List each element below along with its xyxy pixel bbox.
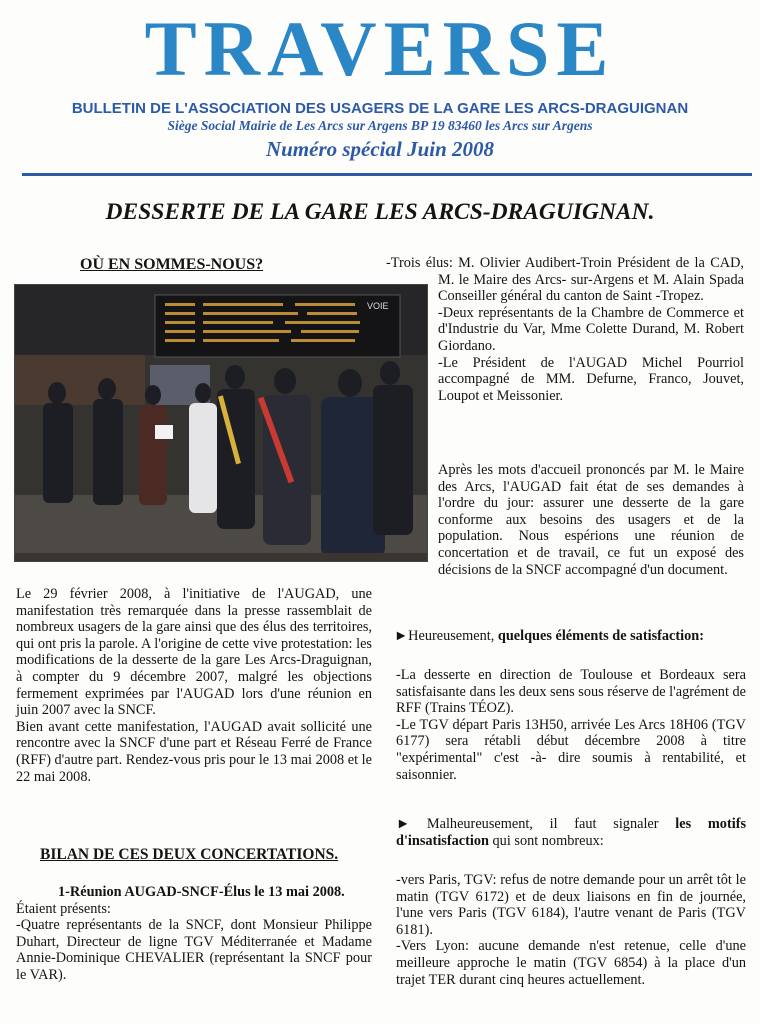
masthead-rule xyxy=(22,173,752,176)
station-photo xyxy=(14,284,428,562)
photo-illustration xyxy=(15,285,427,561)
issue-label: Numéro spécial Juin 2008 xyxy=(265,137,495,161)
dissatisfaction-heading xyxy=(396,816,746,849)
satisfaction-heading xyxy=(394,628,746,645)
satisfaction-list xyxy=(396,667,746,783)
dissatisfaction-title: les motifs d'insatisfaction xyxy=(396,816,747,849)
article-headline: DESSERTE DE LA GARE LES ARCS-DRAGUIGNAN. xyxy=(105,199,655,225)
attendee-sncf: -Quatre représentants de la SNCF, dont Monsieur Philippe Duhart, Directeur de ligne TGV Méditerranée et Madame Annie-Dominique CHEVALIER (représentant la SNCF pour le VAR). xyxy=(16,917,372,983)
attendee-elected: -Trois élus: M. Olivier Audibert-Troin Président de la CAD, M. le Maire des Arcs- sur-Argens et M. Alain Spada Conseiller général du canton de Saint -Tropez. xyxy=(386,255,744,305)
satisfaction-title: quelques éléments de satisfaction: xyxy=(497,628,704,644)
dissatisfaction-item: -Vers Lyon: aucune demande n'est retenue, celle d'une meilleure approche le matin (TGV 6854) à la place d'un trajet TER durant cinq heures actuellement. xyxy=(396,938,746,988)
attendee-cci: -Deux représentants de la Chambre de Commerce et d'Industrie du Var, Mme Colette Durand, M. Robert Giordano. xyxy=(438,304,744,354)
left-column-body xyxy=(16,586,372,785)
paragraph-intro: Le 29 février 2008, à l'initiative de l'AUGAD, une manifestation très remarquée dans la presse rassemblait de nombreux usagers de la gare ainsi que des élus des territoires, qui ont pris la parole. A l'origine de cette vive protestation: les modifications de la desserte de la gare Les Arcs-Draguignan, à compter du 9 décembre 2007, malgré les objections fermement exprimées par l'AUGAD lors d'une réunion en juin 2007 avec la SNCF. xyxy=(16,586,372,719)
dissatisfaction-list xyxy=(396,872,746,988)
section-heading-review: BILAN DE CES DEUX CONCERTATIONS. xyxy=(40,846,339,863)
dissatisfaction-lead: ► Malheureusement, il faut signaler xyxy=(396,816,659,832)
masthead-title: TRAVERSE xyxy=(144,5,616,92)
head-office-address: Siège Social Mairie de Les Arcs sur Argens BP 19 83460 les Arcs sur Argens xyxy=(167,118,593,133)
dissatisfaction-item: -vers Paris, TGV: refus de notre demande pour un arrêt tôt le matin (TGV 6172) et de deux liaisons en fin de journée, l'une vers Paris (TGV 6184), l'autre venant de Paris (TGV 6181). xyxy=(396,872,746,938)
satisfaction-lead: ►Heureusement, xyxy=(394,628,495,644)
satisfaction-item: -Le TGV départ Paris 13H50, arrivée Les Arcs 18H06 (TGV 6177) sera rétabli début décembre 2008 à titre "expérimental" c'est -à- dire soumis à rentabilité, et saisonnier. xyxy=(396,716,746,783)
attendee-augad: -Le Président de l'AUGAD Michel Pourriol accompagné de MM. Defurne, Franco, Jouvet, Loupot et Meissonier. xyxy=(438,354,744,404)
left-column-attendees xyxy=(16,884,372,984)
present-label: Étaient présents: xyxy=(16,900,111,917)
meeting-heading: 1-Réunion AUGAD-SNCF-Élus le 13 mai 2008. xyxy=(58,884,345,900)
right-column-attendees xyxy=(386,255,744,404)
section-heading-status: OÙ EN SOMMES-NOUS? xyxy=(80,256,264,273)
bulletin-subtitle: BULLETIN DE L'ASSOCIATION DES USAGERS DE LA GARE LES ARCS-DRAGUIGNAN xyxy=(71,100,689,117)
dissatisfaction-tail: qui sont nombreux: xyxy=(492,832,604,849)
board-label: VOIE xyxy=(367,301,389,311)
paragraph-meetings: Bien avant cette manifestation, l'AUGAD avait sollicité une rencontre avec la SNCF d'une part et Réseau Ferré de France (RFF) d'autre part. Rendez-vous pris pour le 13 mai 2008 et le 22 mai 2008. xyxy=(16,718,372,785)
paragraph-welcome-text: Après les mots d'accueil prononcés par M. le Maire des Arcs, l'AUGAD fait état de ses demandes à l'ordre du jour: assurer une desserte de la gare conforme aux besoins des usagers et de la population. Nous espérions une réunion de concertation et de travail, ce fut un exposé des décisions de la SNCF accompagné d'un document. xyxy=(438,462,744,578)
satisfaction-item: -La desserte en direction de Toulouse et Bordeaux sera satisfaisante dans les deux sens sous réserve de l'agrément de RFF (Trains TÉOZ). xyxy=(396,667,746,717)
paragraph-welcome xyxy=(438,462,744,578)
